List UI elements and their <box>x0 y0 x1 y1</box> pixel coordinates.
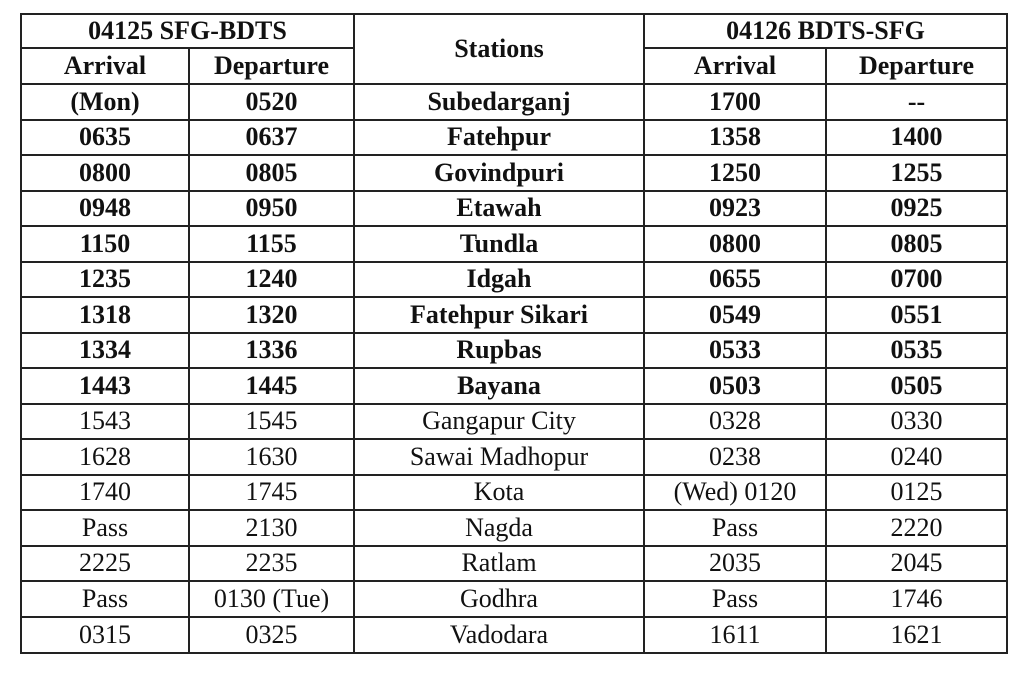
down-departure-heading: Departure <box>189 48 354 84</box>
down-arrival-cell: 1334 <box>21 333 189 369</box>
station-cell: Rupbas <box>354 333 644 369</box>
table-row <box>21 581 1007 617</box>
down-departure-cell: 0520 <box>189 84 354 120</box>
down-departure-cell: 1240 <box>189 262 354 298</box>
down-departure-cell: 2130 <box>189 510 354 546</box>
station-cell: Ratlam <box>354 546 644 582</box>
stations-heading: Stations <box>354 14 644 84</box>
up-departure-cell: 0551 <box>826 297 1007 333</box>
down-departure-cell: 1336 <box>189 333 354 369</box>
up-departure-heading: Departure <box>826 48 1007 84</box>
up-arrival-cell: 0923 <box>644 191 826 227</box>
up-arrival-cell: 1611 <box>644 617 826 653</box>
train-down-heading: 04125 SFG-BDTS <box>21 14 354 48</box>
down-arrival-cell: (Mon) <box>21 84 189 120</box>
train-up-heading: 04126 BDTS-SFG <box>644 14 1007 48</box>
down-departure-cell: 1320 <box>189 297 354 333</box>
down-arrival-cell: 1318 <box>21 297 189 333</box>
up-arrival-heading: Arrival <box>644 48 826 84</box>
station-cell: Etawah <box>354 191 644 227</box>
up-departure-cell: 1255 <box>826 155 1007 191</box>
up-arrival-cell: 0655 <box>644 262 826 298</box>
up-departure-cell: 0535 <box>826 333 1007 369</box>
down-departure-cell: 1545 <box>189 404 354 440</box>
station-cell: Tundla <box>354 226 644 262</box>
table-row <box>21 226 1007 262</box>
up-arrival-cell: 0549 <box>644 297 826 333</box>
down-arrival-cell: 0800 <box>21 155 189 191</box>
table-row <box>21 155 1007 191</box>
down-departure-cell: 0130 (Tue) <box>189 581 354 617</box>
down-arrival-cell: Pass <box>21 510 189 546</box>
down-arrival-cell: 1740 <box>21 475 189 511</box>
table-row <box>21 404 1007 440</box>
down-departure-cell: 1155 <box>189 226 354 262</box>
down-arrival-cell: 1235 <box>21 262 189 298</box>
down-arrival-cell: 0635 <box>21 120 189 156</box>
down-departure-cell: 0805 <box>189 155 354 191</box>
station-cell: Vadodara <box>354 617 644 653</box>
table-row <box>21 297 1007 333</box>
table-row <box>21 510 1007 546</box>
up-arrival-cell: (Wed) 0120 <box>644 475 826 511</box>
table-row <box>21 333 1007 369</box>
up-departure-cell: 2045 <box>826 546 1007 582</box>
down-arrival-cell: 1443 <box>21 368 189 404</box>
up-departure-cell: 1621 <box>826 617 1007 653</box>
station-cell: Godhra <box>354 581 644 617</box>
table-row <box>21 262 1007 298</box>
station-cell: Gangapur City <box>354 404 644 440</box>
up-departure-cell: 2220 <box>826 510 1007 546</box>
station-cell: Kota <box>354 475 644 511</box>
down-arrival-cell: 0315 <box>21 617 189 653</box>
timetable-body <box>21 84 1007 653</box>
up-arrival-cell: 1358 <box>644 120 826 156</box>
down-departure-cell: 1445 <box>189 368 354 404</box>
timetable <box>20 13 1008 654</box>
station-cell: Govindpuri <box>354 155 644 191</box>
up-departure-cell: 0505 <box>826 368 1007 404</box>
down-departure-cell: 1745 <box>189 475 354 511</box>
down-departure-cell: 1630 <box>189 439 354 475</box>
up-arrival-cell: 0238 <box>644 439 826 475</box>
up-arrival-cell: 0328 <box>644 404 826 440</box>
table-row <box>21 546 1007 582</box>
up-arrival-cell: 1700 <box>644 84 826 120</box>
table-row <box>21 439 1007 475</box>
up-departure-cell: 1400 <box>826 120 1007 156</box>
down-arrival-cell: 0948 <box>21 191 189 227</box>
up-departure-cell: 0805 <box>826 226 1007 262</box>
up-departure-cell: 0700 <box>826 262 1007 298</box>
up-departure-cell: 0240 <box>826 439 1007 475</box>
up-arrival-cell: 0533 <box>644 333 826 369</box>
table-row <box>21 475 1007 511</box>
station-cell: Fatehpur Sikari <box>354 297 644 333</box>
station-cell: Idgah <box>354 262 644 298</box>
table-row <box>21 84 1007 120</box>
station-cell: Subedarganj <box>354 84 644 120</box>
down-arrival-cell: 1628 <box>21 439 189 475</box>
down-arrival-cell: Pass <box>21 581 189 617</box>
down-departure-cell: 0950 <box>189 191 354 227</box>
timetable-header <box>21 14 1007 84</box>
down-arrival-heading: Arrival <box>21 48 189 84</box>
up-departure-cell: 0925 <box>826 191 1007 227</box>
down-arrival-cell: 1150 <box>21 226 189 262</box>
up-arrival-cell: 2035 <box>644 546 826 582</box>
table-row <box>21 617 1007 653</box>
station-cell: Nagda <box>354 510 644 546</box>
station-cell: Sawai Madhopur <box>354 439 644 475</box>
up-arrival-cell: 0800 <box>644 226 826 262</box>
up-arrival-cell: 1250 <box>644 155 826 191</box>
table-row <box>21 120 1007 156</box>
table-row <box>21 368 1007 404</box>
up-departure-cell: -- <box>826 84 1007 120</box>
up-departure-cell: 0125 <box>826 475 1007 511</box>
header-row-trains <box>21 14 1007 48</box>
down-departure-cell: 0637 <box>189 120 354 156</box>
up-arrival-cell: Pass <box>644 510 826 546</box>
up-departure-cell: 0330 <box>826 404 1007 440</box>
station-cell: Bayana <box>354 368 644 404</box>
up-departure-cell: 1746 <box>826 581 1007 617</box>
up-arrival-cell: Pass <box>644 581 826 617</box>
down-arrival-cell: 2225 <box>21 546 189 582</box>
down-departure-cell: 2235 <box>189 546 354 582</box>
up-arrival-cell: 0503 <box>644 368 826 404</box>
station-cell: Fatehpur <box>354 120 644 156</box>
table-row <box>21 191 1007 227</box>
down-arrival-cell: 1543 <box>21 404 189 440</box>
down-departure-cell: 0325 <box>189 617 354 653</box>
